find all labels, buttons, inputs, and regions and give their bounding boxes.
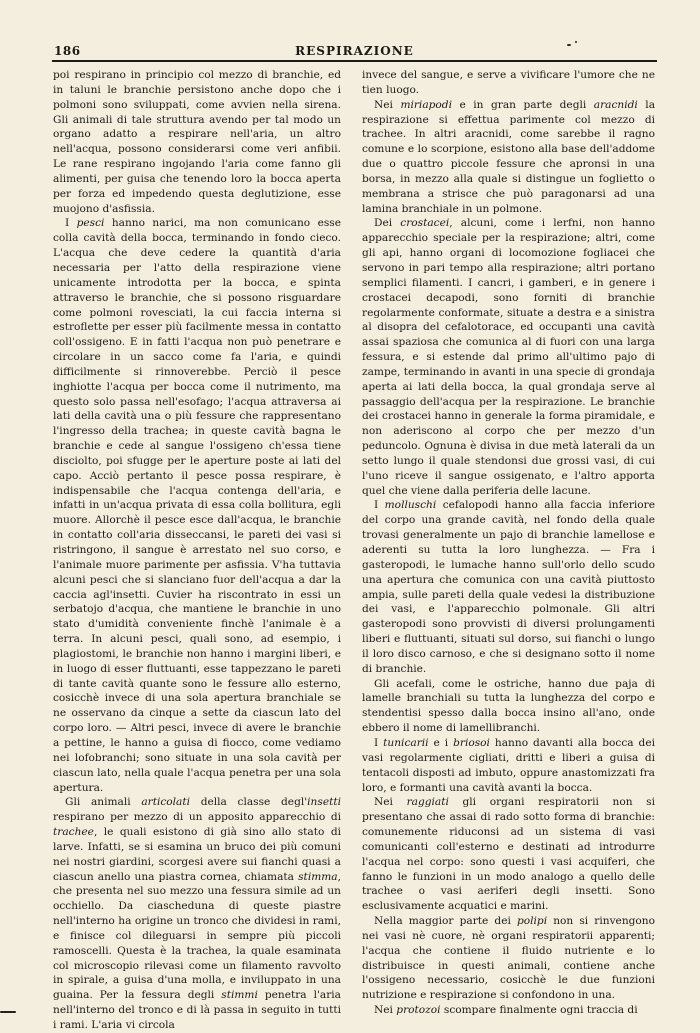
right-column: [362, 68, 655, 1018]
paragraph-myriapods: Nei miriapodi e in gran parte degli aracnidi la respirazione si effettua parimente col mezzo di trachee. In altri aracnidi, come sarebbe il ragno comune e lo scorpione, esistono alla base dell'addome due o quattro piccole fessure che apronsi in una borsa, in mezzo alla quale si distingue un foglietto o membrana a strisce che può paragonarsi ad una lamina branchiale in un polmone.: [362, 98, 656, 215]
paragraph-acephala: Gli acefali, come le ostriche, hanno due paja di lamelle branchiali su tutta la lunghezza del corpo e stendentisi spesso dalla bocca insino all'ano, onde ebbero il nome di lamellibranchi.: [362, 677, 655, 735]
term-briosoi: briosoi: [453, 736, 490, 749]
paragraph-polyps: Nella maggior parte dei polipi non si rinvengono nei vasi nè cuore, nè organi respiratorii apparenti; l'acqua che contiene il fluido nutriente e lo distribuisce in questi animali, contiene anche l'ossigeno necessario, cosicchè le due funzioni nutrizione e respirazione si confondono in una.: [362, 915, 656, 1002]
ink-speck: [575, 41, 577, 43]
running-title: RESPIRAZIONE: [295, 44, 414, 58]
term-protozoi: protozoi: [396, 1004, 441, 1017]
term-raggiati: raggiati: [406, 796, 449, 809]
left-column: [53, 68, 341, 1033]
term-insetti: insetti: [307, 796, 341, 809]
term-articolati: articolati: [141, 796, 190, 809]
header-rule: [52, 60, 657, 62]
term-crostacei: crostacei: [400, 217, 450, 230]
term-miriapodi: miriapodi: [400, 98, 452, 111]
term-pesci: pesci: [76, 217, 105, 230]
paragraph-tunicates: I tunicarii e i briosoi hanno davanti alla bocca dei vasi regolarmente cigliati, dritti e liberi a guisa di tentacoli disposti ad imbuto, oppure anastomizzati fra loro, e formanti una cavità avanti la bocca.: [362, 736, 655, 794]
paragraph-continuation: invece del sangue, e serve a vivificare l'umore che ne tien luogo.: [362, 69, 655, 96]
paragraph-molluscs: I molluschi cefalopodi hanno alla faccia inferiore del corpo una grande cavità, nel fondo della quale trovasi generalmente un pajo di branchie lamellose e aderenti su tutta la loro lunghezza. — Fra i gasteropodi, le lumache hanno sull'orlo dello scudo una apertura che comunica con una cavità piuttosto ampia, sulle pareti della quale vedesi la distribuzione dei vasi, e l'apparecchio polmonale. Gli altri gasteropodi sono provvisti di diversi prolungamenti liberi e fluttuanti, situati sul dorso, sui fianchi o lungo il loro disco carnoso, e che si designano sotto il nome di branchie.: [362, 499, 655, 675]
term-tunicarii: tunicarii: [383, 736, 429, 749]
paragraph-amphibians: poi respirano in principio col mezzo di branchie, ed in taluni le branchie persistono anche dopo che i polmoni sono sviluppati, come avvien nella sirena. Gli animali di tale struttura avendo per tal modo un organo adatto a respirare nell'aria, un altro nell'acqua, possono considerarsi come veri anfibii. Le rane respirano ingojando l'aria come fanno gli alimenti, per guisa che tenendo loro la bocca aperta per forza ed impedendo questa deglutizione, esse muojono d'asfissia.: [53, 69, 341, 215]
paragraph-radiates: Nei raggiati gli organi respiratorii non si presentano che assai di rado sotto forma di branchie: comunemente riduconsi ad un sistema di vasi comunicanti coll'esterno e destinati ad introdurre l'acqua nel corpo: sono questi i vasi acquiferi, che fanno le funzioni in un modo analogo a quello delle trachee o vasi aeriferi degli insetti. Sono esclusivamente acquatici e marini.: [362, 796, 656, 913]
term-trachee: trachee: [53, 826, 94, 839]
paragraph-fishes: I pesci hanno narici, ma non comunicano esse colla cavità della bocca, terminando in fondo cieco. L'acqua che deve cedere la quantità d'aria necessaria per l'atto della respirazione viene unicamente introdotta per la bocca, e spinta attraverso le branchie, che si possono risguardare come polmoni rovesciati, la cui faccia interna si estroflette per esser più facilmente messa in contatto coll'ossigeno. E in fatti l'acqua non può penetrare e circolare in un sacco come fa l'aria, e quindi difficilmente si rinnoverebbe. Perciò il pesce inghiotte l'acqua per bocca come il nutrimento, ma questo solo passa nell'esofago; l'acqua attraversa ai lati della cavità una o più fessure che rappresentano l'ingresso della trachea; in queste cavità bagna le branchie e cede al sangue l'ossigeno ch'essa tiene disciolto, poi sfugge per le aperture poste ai lati del capo. Acciò pertanto il pesce possa respirare, è indispensabile che l'acqua contenga dell'aria, e infatti in un'acqua privata di essa colla bollitura, egli muore. Allorchè il pesce esce dall'acqua, le branchie in contatto coll'aria disseccansi, le pareti dei vasi si ristringono, il sangue è arrestato nel suo corso, e l'animale muore parimente per asfissia. V'ha tuttavia alcuni pesci che si slanciano fuor dell'acqua a dar la caccia agl'insetti. Cuvier ha riscontrato in essi un serbatojo d'acqua, che mantiene le branchie in uno stato d'umidità conveniente finchè l'animale è a terra. In alcuni pesci, quali sono, ad esempio, i plagiostomi, le branchie non hanno i margini liberi, e in luogo di esser fluttuanti, esse tappezzano le pareti di tante cavità quante sono le fessure allo esterno, cosicchè invece di una sola apertura branchiale se ne osservano da cinque a sette da ciascun lato del corpo loro. — Altri pesci, invece di avere le branchie a pettine, le hanno a guisa di fiocco, come vediamo nei lofobranchi; sono situate in una sola cavità per ciascun lato, nella quale l'acqua penetra per una sola apertura.: [53, 217, 341, 794]
term-stimma: stimma: [298, 870, 338, 883]
ink-speck: [0, 1011, 16, 1013]
term-stimmi: stimmi: [221, 989, 258, 1002]
term-aracnidi: aracnidi: [593, 98, 638, 111]
paragraph-insects: Gli animali articolati della classe degl'insetti respirano per mezzo di un apposito apparecchio di trachee, le quali esistono di già sino allo stato di larve. Infatti, se si esamina un bruco dei più comuni nei nostri giardini, scorgesi avere sui fianchi quasi a ciascun anello una piastra cornea, chiamata stimma, che presenta nel suo mezzo una fessura simile ad un occhiello. Da ciascheduna di queste piastre nell'interno ha origine un tronco che dividesi in rami, e finisce col dileguarsi in sempre più piccoli ramoscelli. Questa è la trachea, la quale esaminata col microscopio rilevasi come un filamento ravvolto in spirale, a guisa d'una molla, e inviluppato in una guaina. Per la fessura degli stimmi penetra l'aria nell'interno del tronco e di là passa in seguito in tutti i rami. L'aria vi circola: [53, 796, 341, 1031]
ink-speck: [567, 44, 571, 46]
paragraph-protozoa: Nei protozoi scompare finalmente ogni traccia di: [374, 1004, 638, 1017]
page-header: [52, 40, 657, 60]
term-molluschi: molluschi: [384, 499, 437, 512]
page-number: 186: [54, 44, 81, 58]
term-polipi: polipi: [516, 915, 548, 928]
paragraph-crustaceans: Dei crostacei, alcuni, come i lerfni, non hanno apparecchio speciale per la respirazione; altri, come gli api, hanno organi di locomozione fogliacei che servono in pari tempo alla respirazione; altri portano semplici filamenti. I cancri, i gamberi, e in genere i crostacei decapodi, sono forniti di branchie regolarmente conformate, situate a destra e a sinistra al disopra del cefalotorace, ed occupanti una cavità assai spaziosa che comunica al di fuori con una larga fessura, e si estende dal primo all'ultimo pajo di zampe, terminando in avanti in una specie di grondaja aperta ai lati della bocca, la qual grondaja serve al passaggio dell'acqua per la respirazione. Le branchie dei crostacei hanno in generale la forma piramidale, e non aderiscono al corpo che per mezzo d'un peduncolo. Ognuna è divisa in due metà laterali da un setto lungo il quale stendonsi due grossi vasi, di cui l'uno riceve il sangue ossigenato, e l'altro apporta quel che viene dalla periferia delle lacune.: [362, 217, 655, 497]
